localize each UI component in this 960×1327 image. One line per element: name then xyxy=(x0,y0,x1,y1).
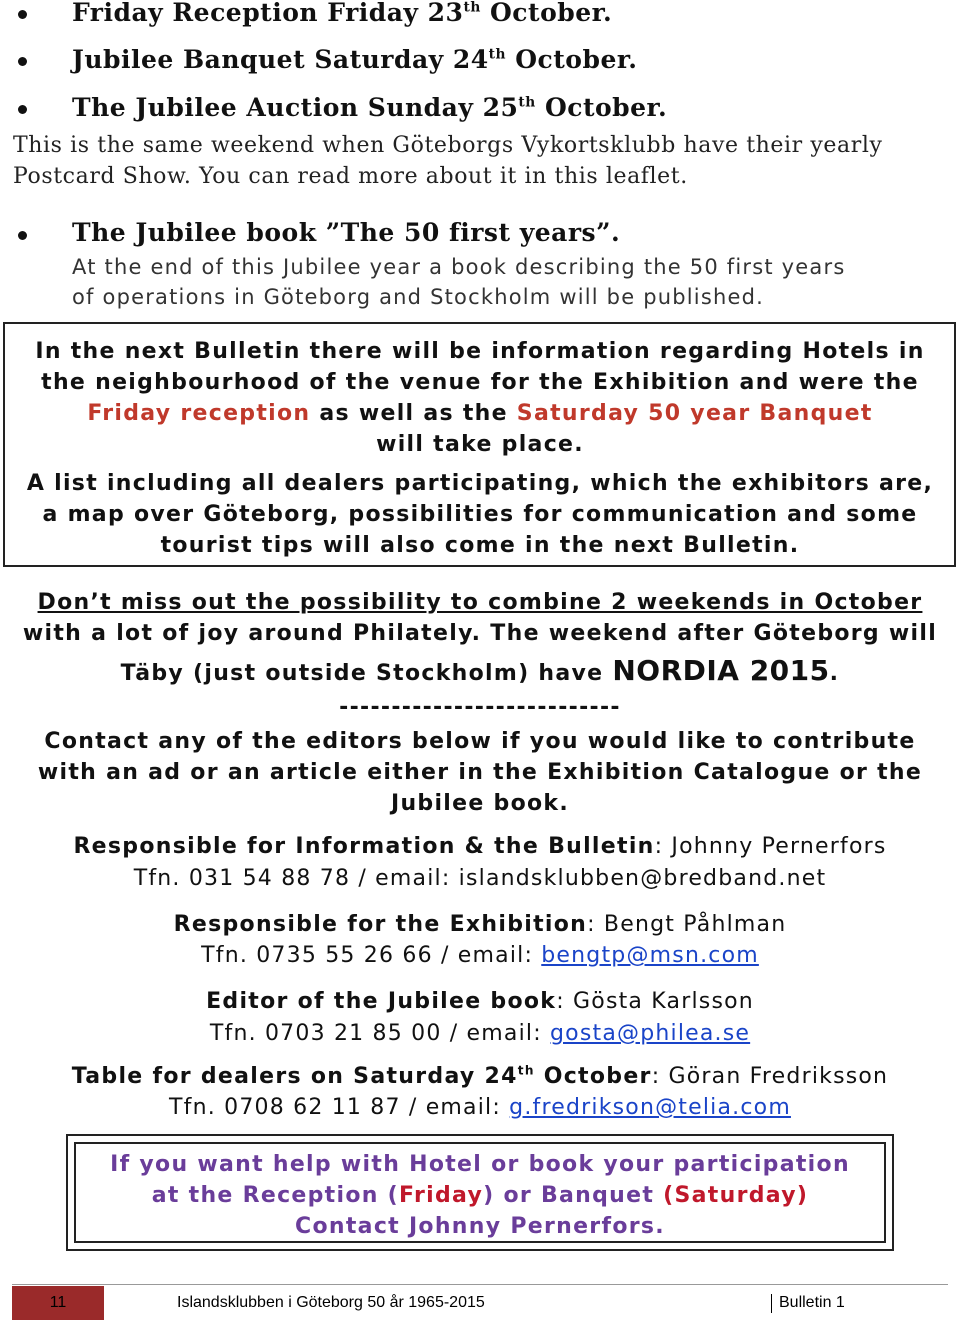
email-link[interactable]: gosta@philea.se xyxy=(550,1021,751,1046)
help-box-text: If you want help with Hotel or book your participation xyxy=(110,1152,850,1177)
dealers-list-text: tourist tips will also come in the next Bulletin. xyxy=(160,533,800,558)
contribute-text: Contact any of the editors below if you would like to contribute xyxy=(44,729,916,754)
footer-bulletin: Bulletin 1 xyxy=(779,1294,845,1311)
jubilee-book-title: The Jubilee book ”The 50 first years”. xyxy=(72,218,621,247)
contact-jubilee-book: Editor of the Jubilee book: Gösta Karlsson xyxy=(206,989,754,1014)
dealers-list-text: a map over Göteborg, possibilities for communication and some xyxy=(42,502,918,527)
nordia-2015: NORDIA 2015 xyxy=(612,654,830,687)
jubilee-book-description: of operations in Göteborg and Stockholm will be published. xyxy=(72,285,765,309)
dealers-list-text: A list including all dealers participating, which the exhibitors are, xyxy=(26,471,934,496)
contact-bulletin: Responsible for Information & the Bulletin: Johnny Pernerfors xyxy=(73,834,887,859)
email-link[interactable]: g.fredrikson@telia.com xyxy=(509,1095,791,1120)
next-bulletin-text: Friday reception as well as the Saturday 50 year Banquet xyxy=(87,401,873,426)
next-bulletin-text: will take place. xyxy=(376,432,584,457)
help-box-text: Contact Johnny Pernerfors. xyxy=(295,1214,665,1239)
contribute-text: Jubilee book. xyxy=(390,791,570,816)
contact-jubilee-book-phone: Tfn. 0703 21 85 00 / email: gosta@philea.se xyxy=(209,1021,751,1046)
october-weekends-heading: Don’t miss out the possibility to combine 2 weekends in October xyxy=(37,590,923,615)
footer-title: Islandsklubben i Göteborg 50 år 1965-2015 xyxy=(177,1294,485,1311)
contact-dealers-table-phone: Tfn. 0708 62 11 87 / email: g.fredrikson@telia.com xyxy=(169,1095,791,1120)
footer-divider xyxy=(771,1294,772,1313)
weekend-note-line: This is the same weekend when Göteborgs Vykortsklubb have their yearly xyxy=(13,133,883,158)
weekend-note-line: Postcard Show. You can read more about it in this leaflet. xyxy=(13,164,688,189)
contact-exhibition-phone: Tfn. 0735 55 26 66 / email: bengtp@msn.com xyxy=(201,943,759,968)
next-bulletin-text: In the next Bulletin there will be information regarding Hotels in xyxy=(35,339,925,364)
bullet-icon xyxy=(18,57,27,66)
event-friday-reception: Friday Reception Friday 23th October. xyxy=(72,0,613,27)
contact-dealers-table: Table for dealers on Saturday 24th October: Göran Fredriksson xyxy=(71,1063,889,1089)
next-bulletin-text: the neighbourhood of the venue for the Exhibition and were the xyxy=(41,370,919,395)
email-link[interactable]: bengtp@msn.com xyxy=(541,943,759,968)
event-jubilee-auction: The Jubilee Auction Sunday 25th October. xyxy=(72,93,668,122)
separator-line: --------------------------- xyxy=(339,695,621,720)
page-number: 11 xyxy=(49,1294,67,1311)
bullet-icon xyxy=(18,10,27,19)
october-weekends-text: with a lot of joy around Philately. The weekend after Göteborg will xyxy=(22,621,938,646)
footer-rule xyxy=(12,1284,948,1285)
contact-bulletin-phone: Tfn. 031 54 88 78 / email: islandsklubben@bredband.net xyxy=(133,866,827,891)
contribute-text: with an ad or an article either in the Exhibition Catalogue or the xyxy=(37,760,923,785)
october-weekends-text: Täby (just outside Stockholm) have NORDIA 2015. xyxy=(120,654,840,687)
help-box-text: at the Reception (Friday) or Banquet (Saturday) xyxy=(151,1183,809,1208)
event-jubilee-banquet: Jubilee Banquet Saturday 24th October. xyxy=(72,45,638,74)
bullet-icon xyxy=(18,105,27,114)
jubilee-book-description: At the end of this Jubilee year a book describing the 50 first years xyxy=(72,255,846,279)
email-text: islandsklubben@bredband.net xyxy=(458,866,827,891)
contact-exhibition: Responsible for the Exhibition: Bengt Påhlman xyxy=(173,912,787,937)
bullet-icon xyxy=(18,231,27,240)
